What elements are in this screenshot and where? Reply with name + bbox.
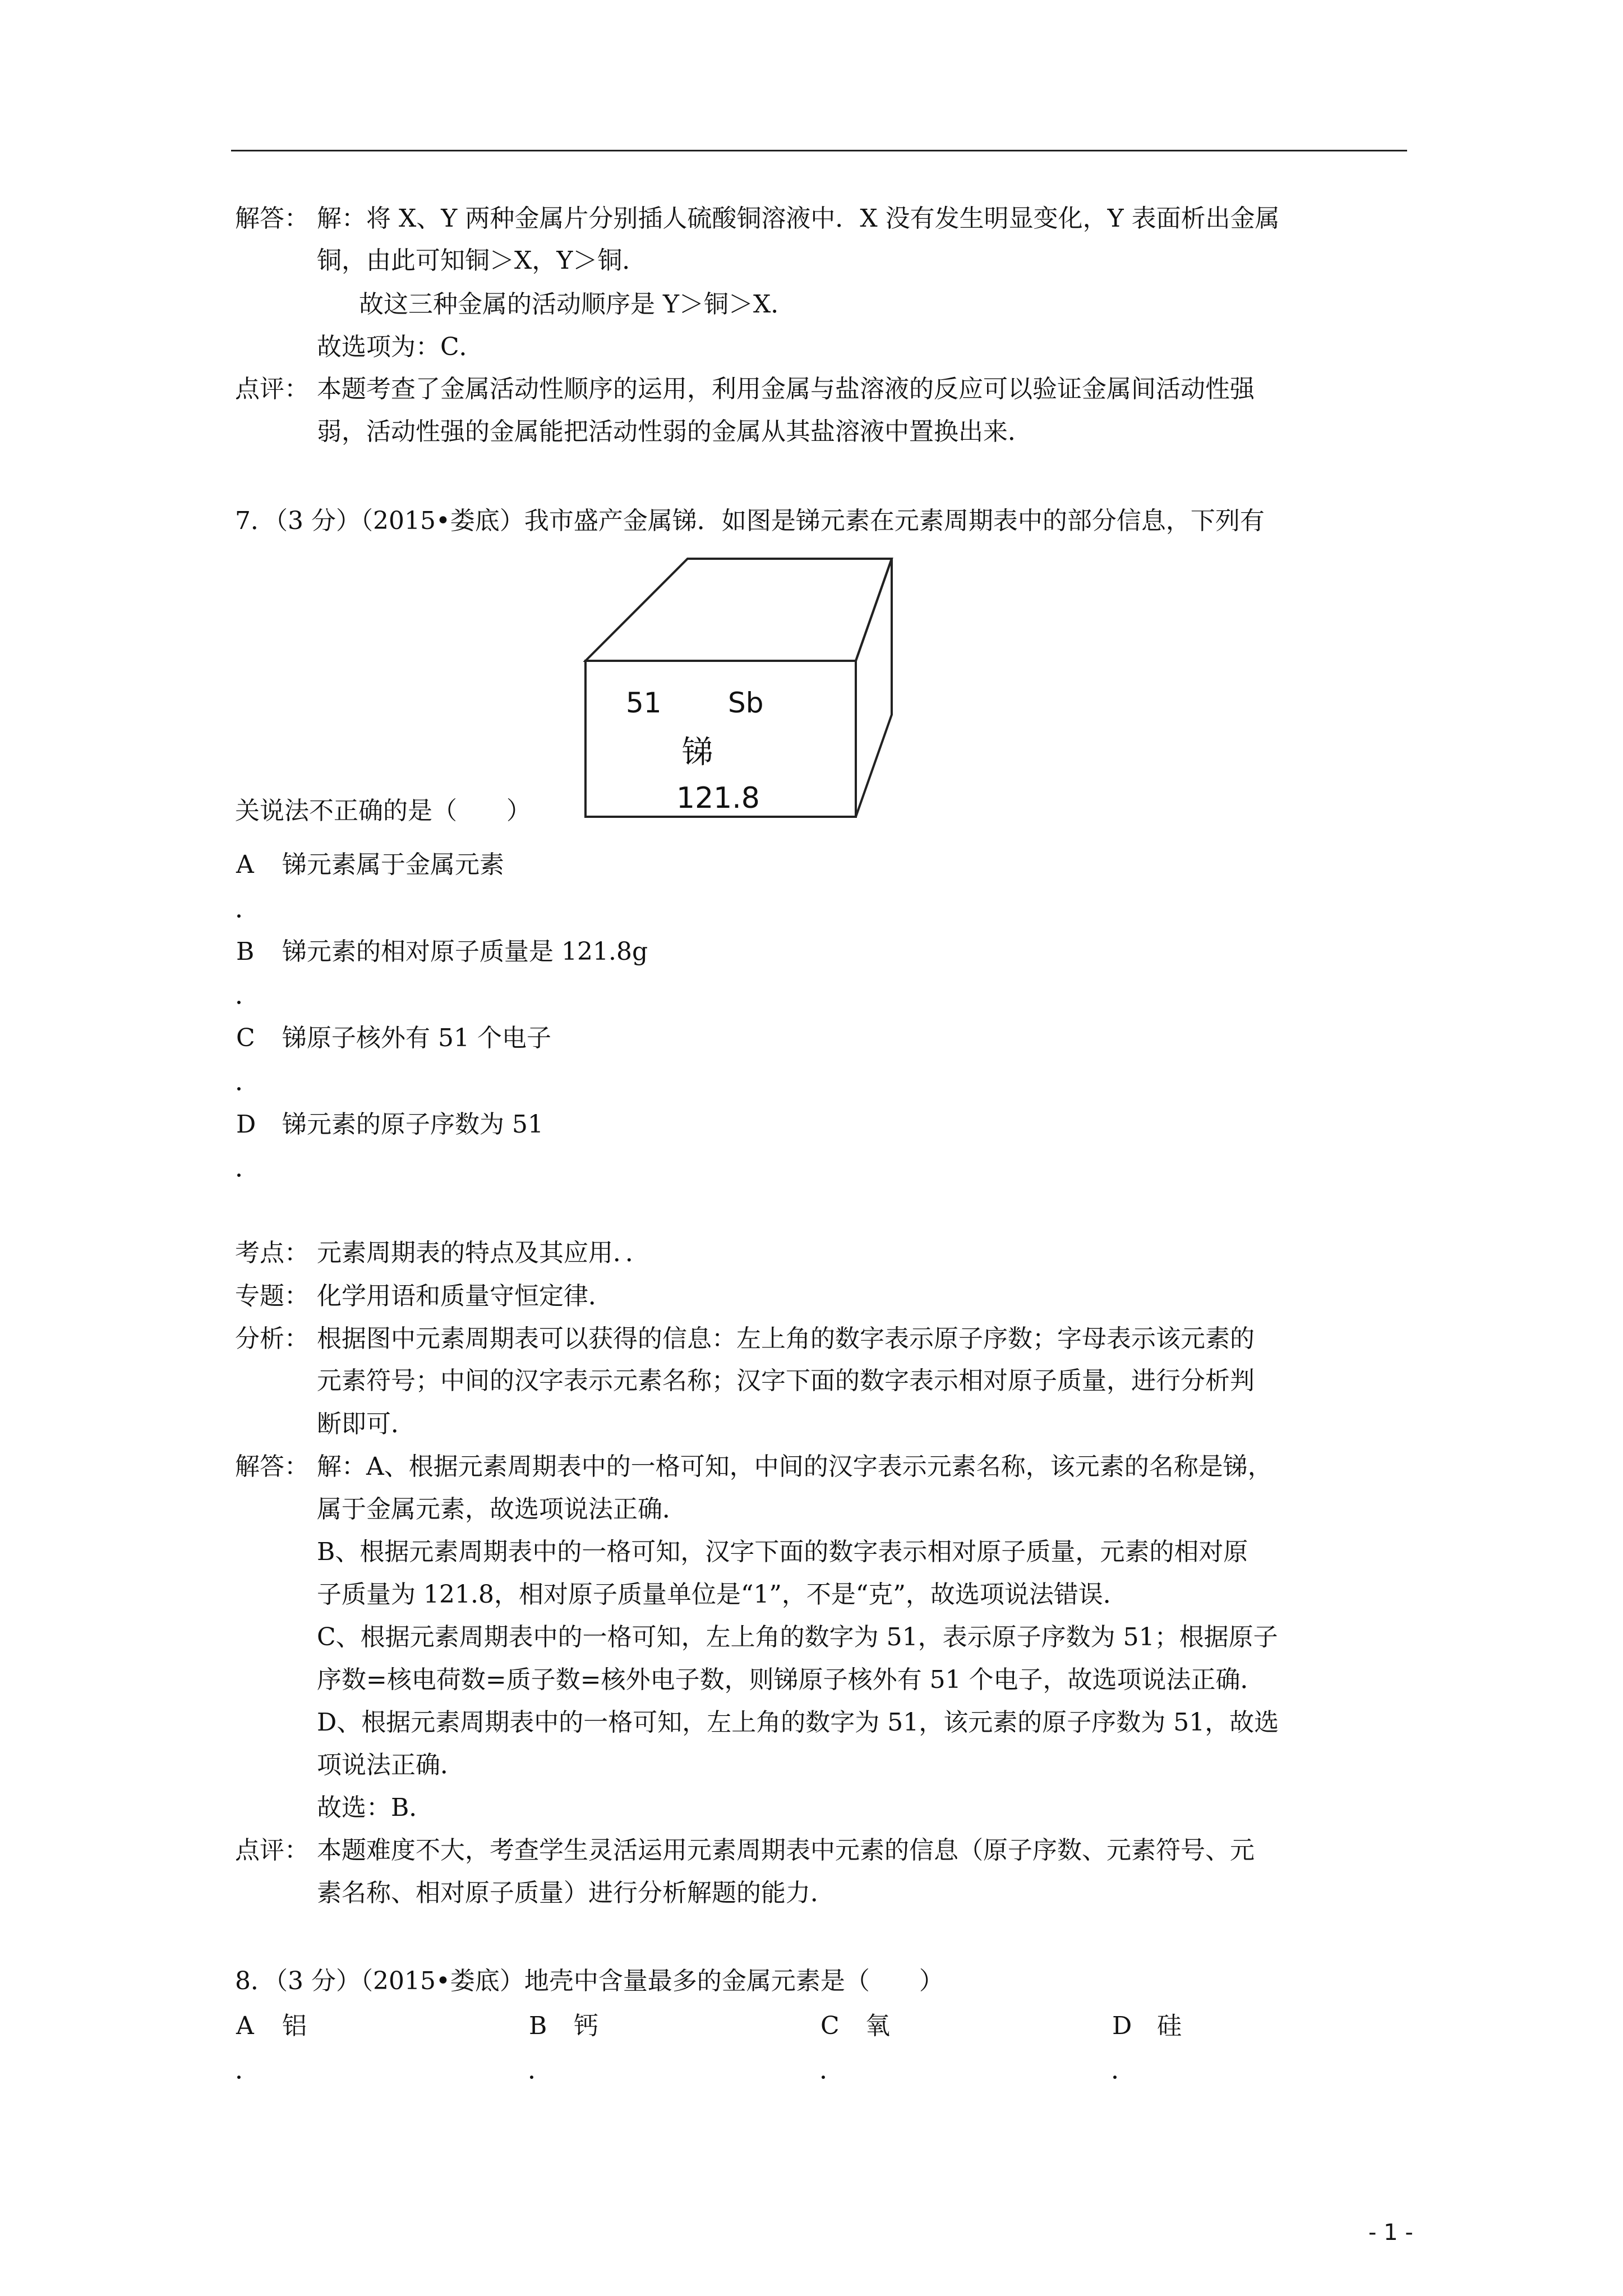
q7-comment-label: 点评： [235,1836,309,1865]
q8-option-b-letter: B [529,2012,547,2040]
element-box-figure [583,555,897,825]
q7-answer-line-3: B、根据元素周期表中的一格可知，汉字下面的数字表示相对原子质量，元素的相对原 [317,1538,1248,1566]
q7-option-d-dot [237,1174,241,1177]
element-box-side [856,559,892,817]
q8-stem: 8．（3 分）（2015•娄底）地壳中含量最多的金属元素是（ ） [235,1967,944,1995]
q7-option-c-dot [237,1087,241,1091]
q6-answer-line-3: 故这三种金属的活动顺序是 Y＞铜＞X． [359,290,796,319]
page-number: - 1 - [1368,2220,1413,2246]
q7-answer-line-5: C、根据元素周期表中的一格可知，左上角的数字为 51，表示原子序数为 51；根据原子 [317,1623,1278,1651]
q8-option-a-letter: A [236,2012,254,2040]
q7-option-a-dot [237,914,241,918]
q6-answer-line-2: 铜，由此可知铜＞X，Y＞铜． [317,246,647,275]
q6-answer-line-4: 故选项为：C． [317,333,484,361]
header-rule [231,150,1407,151]
element-number: 51 [626,687,662,719]
q7-answer-line-6: 序数=核电荷数=质子数=核外电子数，则锑原子核外有 51 个电子，故选项说法正确． [317,1665,1265,1694]
q7-zhuanti-label: 专题： [235,1282,309,1310]
q7-option-b-text: 锑元素的相对原子质量是 121.8g [282,937,648,966]
q6-answer-label: 解答： [235,204,309,233]
q7-kaodian: 元素周期表的特点及其应用．． [317,1239,650,1267]
q8-option-d-dot [1113,2076,1117,2079]
q8-option-c-text: 氧 [865,2012,890,2040]
q8-option-d-letter: D [1112,2012,1132,2040]
q7-option-c-letter: C [236,1024,255,1052]
q7-zhuanti: 化学用语和质量守恒定律． [317,1282,613,1310]
q8-option-b-dot [530,2076,533,2079]
q8-option-a-text: 铝 [282,2012,307,2040]
q7-fenxi-line-3: 断即可． [317,1410,416,1438]
q6-comment-label: 点评： [235,375,309,403]
q8-option-b-text: 钙 [574,2012,598,2040]
q7-answer-line-8: 项说法正确． [317,1751,465,1779]
q7-answer-line-2: 属于金属元素，故选项说法正确． [317,1495,687,1524]
q7-option-b-dot [237,1001,241,1004]
q8-option-d-text: 硅 [1157,2012,1182,2040]
q7-kaodian-label: 考点： [235,1239,309,1267]
q7-option-a-letter: A [236,850,254,879]
element-name: 锑 [682,734,713,771]
q7-answer-line-4: 子质量为 121.8，相对原子质量单位是“1”，不是“克”，故选项说法错误． [317,1580,1128,1609]
q7-stem-line-2: 关说法不正确的是（ ） [235,797,531,825]
q7-answer-line-9: 故选：B． [317,1793,434,1822]
q7-answer-label: 解答： [235,1452,309,1481]
element-mass: 121.8 [676,781,760,815]
q8-option-c-dot [822,2076,825,2079]
q7-comment-line-1: 本题难度不大，考查学生灵活运用元素周期表中元素的信息（原子序数、元素符号、元 [317,1836,1255,1865]
q8-option-c-letter: C [820,2012,840,2040]
q7-option-d-letter: D [236,1110,256,1139]
q6-comment-line-1: 本题考查了金属活动性顺序的运用，利用金属与盐溶液的反应可以验证金属间活动性强 [317,375,1255,403]
q7-fenxi-line-1: 根据图中元素周期表可以获得的信息：左上角的数字表示原子序数；字母表示该元素的 [317,1324,1255,1353]
q7-fenxi-line-2: 元素符号；中间的汉字表示元素名称；汉字下面的数字表示相对原子质量，进行分析判 [317,1366,1255,1395]
element-box-top [585,559,892,661]
q7-option-c-text: 锑原子核外有 51 个电子 [282,1024,551,1052]
q6-answer-line-1: 解：将 X、Y 两种金属片分别插人硫酸铜溶液中．X 没有发生明显变化，Y 表面析出金属 [317,204,1280,233]
q7-option-b-letter: B [236,937,255,966]
q7-stem-line-1: 7．（3 分）（2015•娄底）我市盛产金属锑．如图是锑元素在元素周期表中的部分信息，下列有 [235,507,1265,535]
q7-answer-line-7: D、根据元素周期表中的一格可知，左上角的数字为 51，该元素的原子序数为 51，故选 [317,1708,1279,1737]
q7-option-d-text: 锑元素的原子序数为 51 [282,1110,543,1139]
q7-answer-line-1: 解：A、根据元素周期表中的一格可知，中间的汉字表示元素名称，该元素的名称是锑， [317,1452,1272,1481]
q7-option-a-text: 锑元素属于金属元素 [282,850,504,879]
element-symbol: Sb [728,687,764,719]
q7-comment-line-2: 素名称、相对原子质量）进行分析解题的能力． [317,1879,835,1907]
q6-comment-line-2: 弱，活动性强的金属能把活动性弱的金属从其盐溶液中置换出来． [317,417,1032,446]
q8-option-a-dot [237,2076,241,2079]
q7-fenxi-label: 分析： [235,1324,309,1353]
